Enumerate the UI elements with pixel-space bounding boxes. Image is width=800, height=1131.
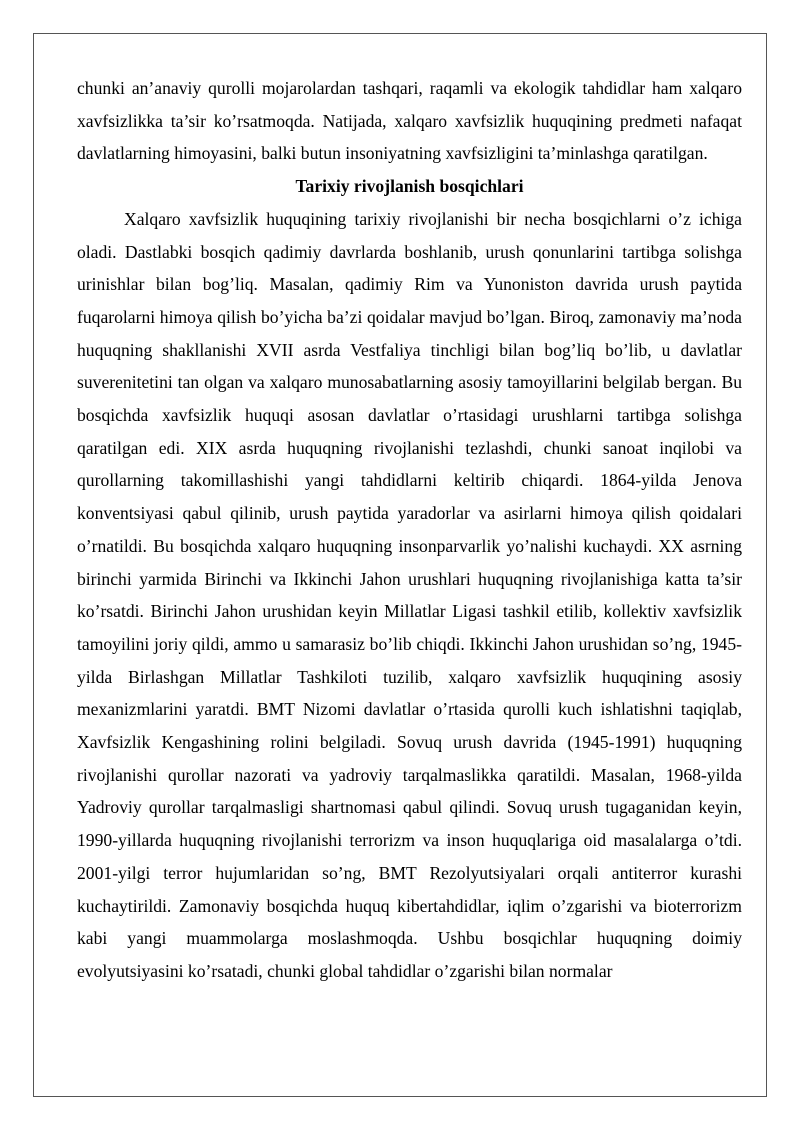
paragraph-main: Xalqaro xavfsizlik huquqining tarixiy rivojlanishi bir necha bosqichlarni o’z ichiga oladi. Dastlabki bosqich qadimiy davrlarda boshlanib, urush qonunlarini tartibga solishga urinishlar bilan bog’liq. Masalan, qadimiy Rim va Yunoniston davrida urush paytida fuqarolarni himoya qilish bo’yicha ba’zi qoidalar mavjud bo’lgan. Biroq, zamonaviy ma’noda huquqning shakllanishi XVII asrda Vestfaliya tinchligi bilan bog’liq bo’lib, u davlatlar suverenitetini tan olgan va xalqaro munosabatlarning asosiy tamoyillarini belgilab bergan. Bu bosqichda xavfsizlik huquqi asosan davlatlar o’rtasidagi urushlarni tartibga solishga qaratilgan edi. XIX asrda huquqning rivojlanishi tezlashdi, chunki sanoat inqilobi va qurollarning takomillashishi yangi tahdidlarni keltirib chiqardi. 1864-yilda Jenova konventsiyasi qabul qilinib, urush paytida yaradorlar va asirlarni himoya qilish qoidalari o’rnatildi. Bu bosqichda xalqaro huquqning insonparvarlik yo’nalishi kuchaydi. XX asrning birinchi yarmida Birinchi va Ikkinchi Jahon urushlari huquqning rivojlanishiga katta ta’sir ko’rsatdi. Birinchi Jahon urushidan keyin Millatlar Ligasi tashkil etilib, kollektiv xavfsizlik tamoyilini joriy qildi, ammo u samarasiz bo’lib chiqdi. Ikkinchi Jahon urushidan so’ng, 1945-yilda Birlashgan Millatlar Tashkiloti tuzilib, xalqaro xavfsizlik huquqining asosiy mexanizmlarini yaratdi. BMT Nizomi davlatlar o’rtasida qurolli kuch ishlatishni taqiqlab, Xavfsizlik Kengashining rolini belgiladi. Sovuq urush davrida (1945-1991) huquqning rivojlanishi qurollar nazorati va yadroviy tarqalmaslikka qaratildi. Masalan, 1968-yilda Yadroviy qurollar tarqalmasligi shartnomasi qabul qilindi. Sovuq urush tugaganidan keyin, 1990-yillarda huquqning rivojlanishi terrorizm va inson huquqlariga oid masalalarga o’tdi. 2001-yilgi terror hujumlaridan so’ng, BMT Rezolyutsiyalari orqali antiterror kurashi kuchaytirildi. Zamonaviy bosqichda huquq kibertahdidlar, iqlim o’zgarishi va bioterrorizm kabi yangi muammolarga moslashmoqda. Ushbu bosqichlar huquqning doimiy evolyutsiyasini ko’rsatadi, chunki global tahdidlar o’zgarishi bilan normalar — [77, 208, 742, 981]
document-body — [77, 72, 742, 988]
section-heading: Tarixiy rivojlanish bosqichlari — [295, 176, 524, 197]
paragraph-continued: chunki an’anaviy qurolli mojarolardan tashqari, raqamli va ekologik tahdidlar ham xalqaro xavfsizlikka ta’sir ko’rsatmoqda. Natijada, xalqaro xavfsizlik huquqining predmeti nafaqat davlatlarning himoyasini, balki butun insoniyatning xavfsizligini ta’minlashga qaratilgan. — [77, 78, 742, 164]
